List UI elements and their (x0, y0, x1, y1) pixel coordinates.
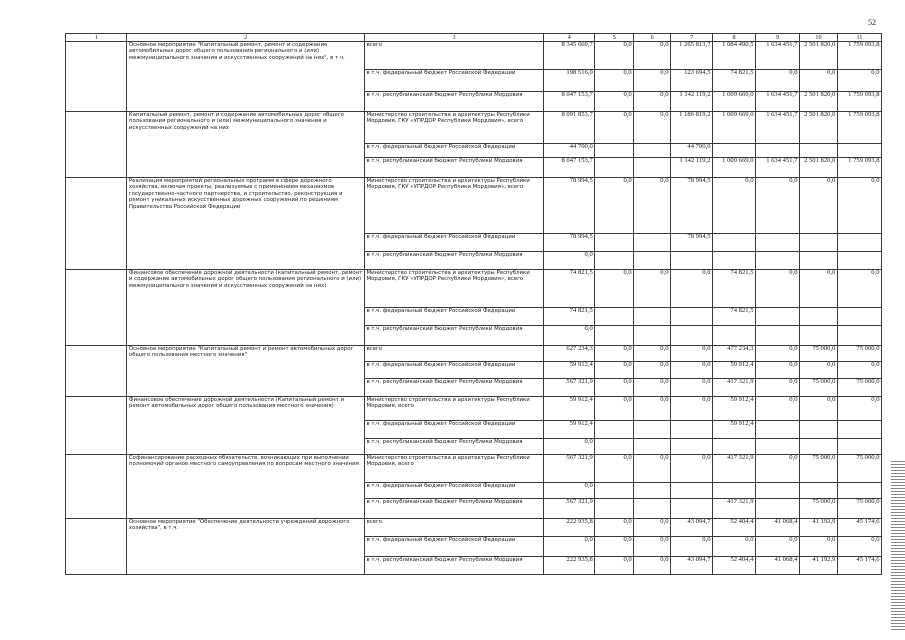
header-cell: 8 (713, 34, 756, 42)
amount-cell (634, 234, 671, 252)
funding-source: в т.ч. федеральный бюджет Российской Федерации (364, 308, 543, 326)
amount-cell: 43 094,7 (671, 557, 713, 575)
amount-cell (837, 439, 881, 455)
measure-description: Реализация мероприятий региональных программ в сфере дорожного хозяйства, включая проекты, реализуемые с применением механизмов государственно-частного партнерства, и строительство, реконструкция и ремонт уникальных искусственных дорожных сооружений по решениям Правительства Российской Федерации (127, 178, 365, 270)
amount-cell (837, 252, 881, 270)
amount-cell (634, 252, 671, 270)
funding-source: всего (364, 42, 543, 70)
row-number-cell (66, 270, 127, 346)
amount-cell (713, 483, 756, 499)
header-cell: 5 (595, 34, 634, 42)
funding-source: в т.ч. республиканский бюджет Республики Мордовия (364, 499, 543, 519)
amount-cell: 45 174,6 (837, 519, 881, 537)
amount-cell: 0,0 (756, 379, 800, 397)
amount-cell (756, 421, 800, 439)
amount-cell: 8 091 853,7 (544, 112, 595, 144)
header-cell: 7 (671, 34, 713, 42)
amount-cell: 1 009 669,0 (713, 158, 756, 178)
amount-cell: 74 821,5 (544, 270, 595, 308)
amount-cell: 567 321,9 (544, 499, 595, 519)
amount-cell (671, 483, 713, 499)
header-row (66, 34, 882, 42)
row-number-cell (66, 455, 127, 519)
amount-cell: 74 821,5 (713, 308, 756, 326)
funding-source: в т.ч. республиканский бюджет Республики Мордовия (364, 92, 543, 112)
funding-source: всего (364, 519, 543, 537)
header-cell: 2 (127, 34, 365, 42)
measure-description: Основное мероприятие "Обеспечение деятельности учреждений дорожного хозяйства", в т.ч. (127, 519, 365, 575)
row-number-cell (66, 42, 127, 112)
header-cell: 11 (837, 34, 881, 42)
amount-cell: 0,0 (800, 70, 838, 92)
amount-cell (800, 252, 838, 270)
amount-cell: 74 821,5 (713, 70, 756, 92)
funding-source: Министерство строительства и архитектуры Республики Мордовия, всего (364, 455, 543, 483)
header-cell: 1 (66, 34, 127, 42)
table-row (66, 519, 882, 537)
amount-cell: 1 634 451,7 (756, 158, 800, 178)
funding-source: всего (364, 346, 543, 362)
amount-cell (595, 158, 634, 178)
amount-cell: 8 047 153,7 (544, 158, 595, 178)
amount-cell: 41 068,4 (756, 519, 800, 537)
amount-cell: 75 000,0 (800, 455, 838, 483)
funding-source: в т.ч. федеральный бюджет Российской Федерации (364, 144, 543, 158)
amount-cell (671, 499, 713, 519)
amount-cell: 0,0 (756, 346, 800, 362)
row-number-cell (66, 178, 127, 270)
amount-cell (595, 483, 634, 499)
amount-cell: 0,0 (634, 346, 671, 362)
amount-cell: 0,0 (595, 70, 634, 92)
amount-cell (595, 421, 634, 439)
amount-cell (800, 483, 838, 499)
amount-cell (800, 326, 838, 346)
amount-cell: 0,0 (837, 362, 881, 379)
amount-cell (595, 252, 634, 270)
amount-cell: 417 321,9 (713, 379, 756, 397)
amount-cell: 78 994,5 (671, 178, 713, 234)
amount-cell: 0,0 (756, 455, 800, 483)
amount-cell: 1 009 669,0 (713, 92, 756, 112)
amount-cell: 0,0 (595, 42, 634, 70)
table-row (66, 346, 882, 362)
measure-description: Капитальный ремонт, ремонт и содержание автомобильных дорог общего пользования регионального и (или) межмуниципального значения и искусственных сооружений на них (127, 112, 365, 178)
amount-cell (595, 234, 634, 252)
row-number-cell (66, 397, 127, 455)
amount-cell: 0,0 (756, 70, 800, 92)
amount-cell: 43 094,7 (671, 519, 713, 537)
amount-cell: 0,0 (544, 252, 595, 270)
amount-cell: 0,0 (595, 379, 634, 397)
table-row (66, 270, 882, 308)
amount-cell: 0,0 (634, 379, 671, 397)
amount-cell: 0,0 (671, 379, 713, 397)
amount-cell: 0,0 (837, 270, 881, 308)
amount-cell: 75 000,0 (837, 346, 881, 362)
amount-cell: 1 142 119,2 (671, 92, 713, 112)
amount-cell: 0,0 (800, 362, 838, 379)
amount-cell (756, 439, 800, 455)
amount-cell: 1 759 093,8 (837, 112, 881, 144)
funding-source: Министерство строительства и архитектуры Республики Мордовия, ГКУ «УПРДОР Республики Мордовия», всего (364, 270, 543, 308)
amount-cell (756, 252, 800, 270)
amount-cell: 0,0 (634, 112, 671, 144)
amount-cell: 74 821,5 (713, 270, 756, 308)
budget-table (65, 33, 882, 575)
amount-cell (634, 308, 671, 326)
amount-cell (837, 234, 881, 252)
amount-cell: 417 321,9 (713, 455, 756, 483)
measure-description: Основное мероприятие "Капитальный ремонт и ремонт автомобильных дорог общего пользования местного значения" (127, 346, 365, 397)
header-cell: 9 (756, 34, 800, 42)
funding-source: в т.ч. федеральный бюджет Российской Федерации (364, 362, 543, 379)
funding-source: Министерство строительства и архитектуры Республики Мордовия, всего (364, 397, 543, 421)
amount-cell (713, 326, 756, 346)
amount-cell: 1 759 093,8 (837, 42, 881, 70)
amount-cell: 8 345 669,7 (544, 42, 595, 70)
amount-cell: 0,0 (595, 92, 634, 112)
amount-cell: 45 174,6 (837, 557, 881, 575)
funding-source: в т.ч. федеральный бюджет Российской Федерации (364, 483, 543, 499)
amount-cell: 52 404,4 (713, 557, 756, 575)
amount-cell: 0,0 (634, 519, 671, 537)
amount-cell (634, 326, 671, 346)
amount-cell (837, 421, 881, 439)
amount-cell (634, 499, 671, 519)
amount-cell (595, 144, 634, 158)
funding-source: в т.ч. республиканский бюджет Республики Мордовия (364, 326, 543, 346)
amount-cell: 0,0 (671, 270, 713, 308)
amount-cell: 0,0 (756, 537, 800, 557)
amount-cell: 0,0 (544, 483, 595, 499)
amount-cell: 0,0 (595, 362, 634, 379)
funding-source: Министерство строительства и архитектуры Республики Мордовия, ГКУ «УПРДОР Республики Мордовия», всего (364, 178, 543, 234)
amount-cell: 59 912,4 (544, 397, 595, 421)
funding-source: в т.ч. федеральный бюджет Российской Федерации (364, 70, 543, 92)
amount-cell (756, 483, 800, 499)
amount-cell: 0,0 (634, 455, 671, 483)
amount-cell (837, 308, 881, 326)
header-cell: 4 (544, 34, 595, 42)
amount-cell (595, 326, 634, 346)
amount-cell (713, 439, 756, 455)
funding-source: Министерство строительства и архитектуры Республики Мордовия, ГКУ «УПРДОР Республики Мордовия», всего (364, 112, 543, 144)
amount-cell (756, 144, 800, 158)
measure-description: Финансовое обеспечение дорожной деятельности (капитальный ремонт, ремонт и содержание автомобильных дорог общего пользования регионального и (или) межмуниципального значения и искусственных сооружений на них) (127, 270, 365, 346)
amount-cell: 0,0 (800, 270, 838, 308)
amount-cell (595, 499, 634, 519)
table-row (66, 178, 882, 234)
amount-cell: 2 501 820,0 (800, 112, 838, 144)
row-number-cell (66, 346, 127, 397)
funding-source: в т.ч. республиканский бюджет Республики Мордовия (364, 252, 543, 270)
amount-cell: 1 634 451,7 (756, 112, 800, 144)
amount-cell: 78 994,5 (671, 234, 713, 252)
amount-cell: 0,0 (634, 178, 671, 234)
amount-cell: 0,0 (634, 92, 671, 112)
amount-cell: 0,0 (595, 178, 634, 234)
amount-cell: 627 234,3 (544, 346, 595, 362)
amount-cell (756, 499, 800, 519)
amount-cell: 75 000,0 (837, 379, 881, 397)
table-row (66, 112, 882, 144)
amount-cell: 222 935,8 (544, 557, 595, 575)
amount-cell: 567 321,9 (544, 455, 595, 483)
amount-cell (800, 421, 838, 439)
amount-cell: 0,0 (671, 346, 713, 362)
amount-cell: 74 821,5 (544, 308, 595, 326)
amount-cell: 477 234,3 (713, 346, 756, 362)
amount-cell (837, 144, 881, 158)
amount-cell: 0,0 (837, 70, 881, 92)
amount-cell (595, 308, 634, 326)
amount-cell: 0,0 (671, 362, 713, 379)
amount-cell: 75 000,0 (800, 499, 838, 519)
header-cell: 10 (800, 34, 838, 42)
amount-cell (837, 326, 881, 346)
amount-cell: 0,0 (634, 557, 671, 575)
amount-cell: 78 994,5 (544, 178, 595, 234)
amount-cell: 0,0 (595, 519, 634, 537)
amount-cell: 0,0 (671, 455, 713, 483)
amount-cell: 0,0 (671, 397, 713, 421)
amount-cell (671, 421, 713, 439)
funding-source: в т.ч. республиканский бюджет Республики Мордовия (364, 379, 543, 397)
amount-cell: 0,0 (800, 397, 838, 421)
amount-cell (634, 144, 671, 158)
amount-cell (713, 234, 756, 252)
amount-cell: 0,0 (671, 537, 713, 557)
amount-cell: 222 935,8 (544, 519, 595, 537)
amount-cell: 59 912,4 (713, 362, 756, 379)
amount-cell (634, 483, 671, 499)
amount-cell: 2 501 820,0 (800, 42, 838, 70)
amount-cell (800, 308, 838, 326)
amount-cell: 0,0 (634, 362, 671, 379)
amount-cell: 0,0 (634, 42, 671, 70)
amount-cell: 0,0 (595, 557, 634, 575)
amount-cell: 0,0 (837, 397, 881, 421)
amount-cell: 44 700,0 (671, 144, 713, 158)
table-row (66, 455, 882, 483)
amount-cell: 0,0 (756, 362, 800, 379)
amount-cell (671, 252, 713, 270)
amount-cell: 0,0 (595, 270, 634, 308)
amount-cell (800, 439, 838, 455)
amount-cell: 59 912,4 (544, 362, 595, 379)
amount-cell (756, 234, 800, 252)
amount-cell: 1 186 819,2 (671, 112, 713, 144)
amount-cell: 78 994,5 (544, 234, 595, 252)
amount-cell: 0,0 (713, 537, 756, 557)
amount-cell: 0,0 (800, 537, 838, 557)
amount-cell (634, 421, 671, 439)
amount-cell: 0,0 (544, 439, 595, 455)
amount-cell (713, 144, 756, 158)
amount-cell: 2 501 820,0 (800, 92, 838, 112)
amount-cell (837, 483, 881, 499)
amount-cell: 1 759 093,8 (837, 158, 881, 178)
amount-cell: 0,0 (634, 270, 671, 308)
amount-cell: 1 634 451,7 (756, 92, 800, 112)
amount-cell (634, 158, 671, 178)
amount-cell: 0,0 (595, 397, 634, 421)
funding-source: в т.ч. республиканский бюджет Республики Мордовия (364, 557, 543, 575)
table-body (66, 34, 882, 575)
amount-cell: 1 084 490,5 (713, 42, 756, 70)
row-number-cell (66, 519, 127, 575)
amount-cell: 59 912,4 (544, 421, 595, 439)
amount-cell: 0,0 (544, 537, 595, 557)
amount-cell (634, 439, 671, 455)
amount-cell: 0,0 (713, 178, 756, 234)
row-number-cell (66, 112, 127, 178)
amount-cell: 41 068,4 (756, 557, 800, 575)
amount-cell: 59 912,4 (713, 421, 756, 439)
amount-cell: 2 501 820,0 (800, 158, 838, 178)
amount-cell: 0,0 (595, 112, 634, 144)
amount-cell (756, 308, 800, 326)
amount-cell (800, 144, 838, 158)
amount-cell: 75 000,0 (837, 455, 881, 483)
amount-cell: 41 192,9 (800, 519, 838, 537)
funding-source: в т.ч. федеральный бюджет Российской Федерации (364, 421, 543, 439)
amount-cell (671, 439, 713, 455)
amount-cell (671, 308, 713, 326)
table-row (66, 42, 882, 70)
amount-cell: 123 694,5 (671, 70, 713, 92)
amount-cell: 75 000,0 (837, 499, 881, 519)
measure-description: Финансовое обеспечение дорожной деятельности (Капитальный ремонт и ремонт автомобильных дорог общего пользования местного значения) (127, 397, 365, 455)
amount-cell: 0,0 (634, 537, 671, 557)
amount-cell: 0,0 (634, 70, 671, 92)
amount-cell: 198 516,0 (544, 70, 595, 92)
amount-cell: 0,0 (595, 346, 634, 362)
amount-cell: 0,0 (544, 326, 595, 346)
amount-cell: 0,0 (756, 397, 800, 421)
measure-description: Софинансирование расходных обязательств, возникающих при выполнении полномочий органов местного самоуправления по вопросам местного значения (127, 455, 365, 519)
scan-edge-artifact (891, 460, 905, 630)
table-row (66, 397, 882, 421)
amount-cell: 417 321,9 (713, 499, 756, 519)
amount-cell (800, 234, 838, 252)
funding-source: в т.ч. федеральный бюджет Российской Федерации (364, 537, 543, 557)
amount-cell: 0,0 (595, 455, 634, 483)
amount-cell: 0,0 (634, 397, 671, 421)
header-cell: 3 (364, 34, 543, 42)
amount-cell: 41 192,9 (800, 557, 838, 575)
amount-cell: 52 404,4 (713, 519, 756, 537)
amount-cell: 0,0 (837, 537, 881, 557)
page-number: 52 (868, 18, 876, 27)
measure-description: Основное мероприятие "Капитальный ремонт, ремонт и содержание автомобильных дорог общего пользования регионального и (или) межмуниципального значения и искусственных сооружений на них", в т.ч. (127, 42, 365, 112)
amount-cell: 1 265 813,7 (671, 42, 713, 70)
amount-cell: 44 700,0 (544, 144, 595, 158)
amount-cell: 75 000,0 (800, 379, 838, 397)
amount-cell: 0,0 (837, 178, 881, 234)
funding-source: в т.ч. республиканский бюджет Республики Мордовия (364, 158, 543, 178)
funding-source: в т.ч. республиканский бюджет Республики Мордовия (364, 439, 543, 455)
amount-cell: 1 634 451,7 (756, 42, 800, 70)
amount-cell: 75 000,0 (800, 346, 838, 362)
funding-source: в т.ч. федеральный бюджет Российской Федерации (364, 234, 543, 252)
amount-cell: 0,0 (800, 178, 838, 234)
amount-cell (595, 439, 634, 455)
amount-cell: 59 912,4 (713, 397, 756, 421)
amount-cell (756, 326, 800, 346)
amount-cell: 1 759 093,8 (837, 92, 881, 112)
amount-cell: 8 047 153,7 (544, 92, 595, 112)
amount-cell: 0,0 (756, 270, 800, 308)
amount-cell: 1 009 669,0 (713, 112, 756, 144)
header-cell: 6 (634, 34, 671, 42)
amount-cell: 567 321,9 (544, 379, 595, 397)
amount-cell (713, 252, 756, 270)
amount-cell: 0,0 (595, 537, 634, 557)
amount-cell: 1 142 119,2 (671, 158, 713, 178)
amount-cell: 0,0 (756, 178, 800, 234)
amount-cell (671, 326, 713, 346)
